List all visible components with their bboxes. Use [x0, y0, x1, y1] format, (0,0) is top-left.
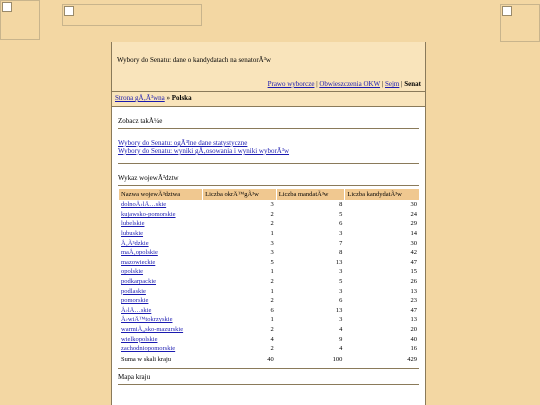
- voivodeship-link[interactable]: zachodniopomorskie: [121, 345, 176, 353]
- breadcrumb-separator: »: [166, 94, 170, 102]
- map-heading: Mapa kraju: [118, 368, 419, 385]
- table-row: [119, 326, 419, 335]
- table-row: [119, 220, 419, 229]
- candidates-cell: 13: [410, 316, 417, 324]
- districts-cell: 2: [270, 297, 274, 305]
- voivodeship-link[interactable]: wielkopolskie: [121, 335, 158, 343]
- voivodeship-link[interactable]: Å›lÄ…skie: [121, 306, 152, 314]
- table-row: [119, 345, 419, 354]
- main-content: [111, 42, 426, 405]
- candidates-cell: 26: [410, 278, 417, 286]
- voivodeship-link[interactable]: Å›wiÄ™tokrzyskie: [121, 316, 173, 324]
- seats-cell: 8: [339, 249, 343, 257]
- voivodeships-table: [118, 188, 420, 365]
- table-row: [119, 201, 419, 210]
- broken-image-icon: [2, 2, 12, 12]
- column-header-seats: Liczba mandatÃ³w: [277, 189, 345, 200]
- seats-cell: 4: [339, 345, 343, 353]
- seats-cell: 3: [339, 230, 343, 238]
- candidates-cell: 20: [410, 326, 417, 334]
- districts-cell: 3: [270, 239, 274, 247]
- districts-cell: 2: [270, 210, 274, 218]
- districts-cell: 3: [270, 249, 274, 257]
- see-also-link-results[interactable]: Wybory do Senatu: wyniki gÅ‚osowania i wyniki wyborÃ³w: [118, 147, 290, 155]
- top-nav: [268, 80, 421, 88]
- broken-image-right: [500, 4, 540, 42]
- voivodeship-link[interactable]: Å‚Ã³dzkie: [121, 239, 149, 247]
- candidates-cell: 29: [410, 220, 417, 228]
- see-also-link-statistics[interactable]: Wybory do Senatu: ogÃ³lne dane statystyczne: [118, 139, 248, 147]
- seats-cell: 4: [339, 326, 343, 334]
- seats-cell: 3: [339, 316, 343, 324]
- seats-cell: 5: [339, 210, 343, 218]
- districts-cell: 4: [270, 335, 274, 343]
- table-row: [119, 211, 419, 220]
- nav-obwieszczenia-okw[interactable]: Obwieszczenia OKW: [319, 80, 381, 88]
- broken-image-icon: [502, 6, 512, 16]
- column-header-name: Nazwa wojewÃ³dztwa: [119, 189, 202, 200]
- seats-cell: 5: [339, 278, 343, 286]
- broken-image-banner: [62, 4, 202, 26]
- column-header-candidates: Liczba kandydatÃ³w: [345, 189, 419, 200]
- breadcrumb: [112, 92, 425, 107]
- voivodeship-link[interactable]: lubuskie: [121, 230, 144, 238]
- districts-cell: 2: [270, 278, 274, 286]
- candidates-cell: 30: [410, 201, 417, 209]
- table-row: [119, 335, 419, 344]
- districts-cell: 1: [270, 316, 274, 324]
- table-row: [119, 307, 419, 316]
- districts-cell: 1: [270, 268, 274, 276]
- broken-image-icon: [64, 6, 74, 16]
- nav-senat-current: Senat: [404, 80, 421, 88]
- voivodeship-link[interactable]: maÅ‚opolskie: [121, 249, 158, 257]
- voivodeship-link[interactable]: dolnoÅ›lÄ…skie: [121, 201, 167, 209]
- districts-cell: 1: [270, 287, 274, 295]
- table-row: [119, 297, 419, 306]
- candidates-cell: 16: [410, 345, 417, 353]
- seats-cell: 13: [335, 306, 343, 314]
- districts-cell: 5: [270, 258, 274, 266]
- voivodeship-link[interactable]: opolskie: [121, 268, 144, 276]
- districts-cell: 3: [270, 201, 274, 209]
- table-row: [119, 239, 419, 248]
- seats-cell: 3: [339, 268, 343, 276]
- districts-cell: 2: [270, 345, 274, 353]
- seats-cell: 13: [335, 258, 343, 266]
- table-row: [119, 249, 419, 258]
- page-title: Wybory do Senatu: dane o kandydatach na senatorÃ³w: [117, 56, 271, 64]
- voivodeships-heading: Wykaz wojewÃ³dztw: [118, 164, 419, 186]
- broken-image-left: [0, 0, 40, 40]
- table-body: [119, 201, 419, 364]
- summary-candidates: 429: [407, 355, 417, 363]
- districts-cell: 6: [270, 306, 274, 314]
- table-row: [119, 230, 419, 239]
- seats-cell: 8: [339, 201, 343, 209]
- candidates-cell: 47: [410, 258, 417, 266]
- candidates-cell: 47: [410, 306, 417, 314]
- table-header-row: [119, 189, 419, 200]
- voivodeship-link[interactable]: lubelskie: [121, 220, 145, 228]
- nav-separator: |: [381, 80, 385, 88]
- seats-cell: 9: [339, 335, 343, 343]
- voivodeship-link[interactable]: podkarpackie: [121, 278, 157, 286]
- voivodeship-link[interactable]: mazowieckie: [121, 258, 156, 266]
- nav-separator: |: [401, 80, 405, 88]
- table-row: [119, 316, 419, 325]
- summary-label: Suma w skali kraju: [121, 355, 172, 363]
- summary-districts: 40: [267, 355, 274, 363]
- see-also-links: [118, 139, 419, 155]
- voivodeship-link[interactable]: pomorskie: [121, 297, 149, 305]
- candidates-cell: 15: [410, 268, 417, 276]
- summary-row: [119, 355, 419, 365]
- top-banner: [0, 0, 540, 42]
- nav-prawo-wyborcze[interactable]: Prawo wyborcze: [267, 80, 315, 88]
- candidates-cell: 40: [410, 335, 417, 343]
- seats-cell: 6: [339, 297, 343, 305]
- table-row: [119, 259, 419, 268]
- table-row: [119, 287, 419, 296]
- table-row: [119, 268, 419, 277]
- candidates-cell: 23: [410, 297, 417, 305]
- seats-cell: 7: [339, 239, 343, 247]
- see-also-section: [112, 107, 425, 385]
- voivodeship-link[interactable]: kujawsko-pomorskie: [121, 210, 176, 218]
- candidates-cell: 30: [410, 239, 417, 247]
- breadcrumb-current: Polska: [171, 94, 192, 102]
- districts-cell: 2: [270, 220, 274, 228]
- see-also-heading: Zobacz takÅ¼e: [118, 107, 419, 129]
- page-header: [112, 42, 425, 92]
- candidates-cell: 24: [410, 210, 417, 218]
- voivodeship-link[interactable]: warmiÅ„sko-mazurskie: [121, 326, 184, 334]
- candidates-cell: 42: [410, 249, 417, 257]
- seats-cell: 3: [339, 287, 343, 295]
- districts-cell: 1: [270, 230, 274, 238]
- summary-seats: 100: [332, 355, 343, 363]
- nav-separator: |: [316, 80, 320, 88]
- breadcrumb-home-link[interactable]: Strona gÅ‚Ã³wna: [115, 94, 165, 102]
- seats-cell: 6: [339, 220, 343, 228]
- column-header-districts: Liczba okrÄ™gÃ³w: [203, 189, 276, 200]
- table-row: [119, 278, 419, 287]
- voivodeship-link[interactable]: podlaskie: [121, 287, 146, 295]
- candidates-cell: 13: [410, 287, 417, 295]
- nav-sejm[interactable]: Sejm: [384, 80, 400, 88]
- candidates-cell: 14: [410, 230, 417, 238]
- districts-cell: 2: [270, 326, 274, 334]
